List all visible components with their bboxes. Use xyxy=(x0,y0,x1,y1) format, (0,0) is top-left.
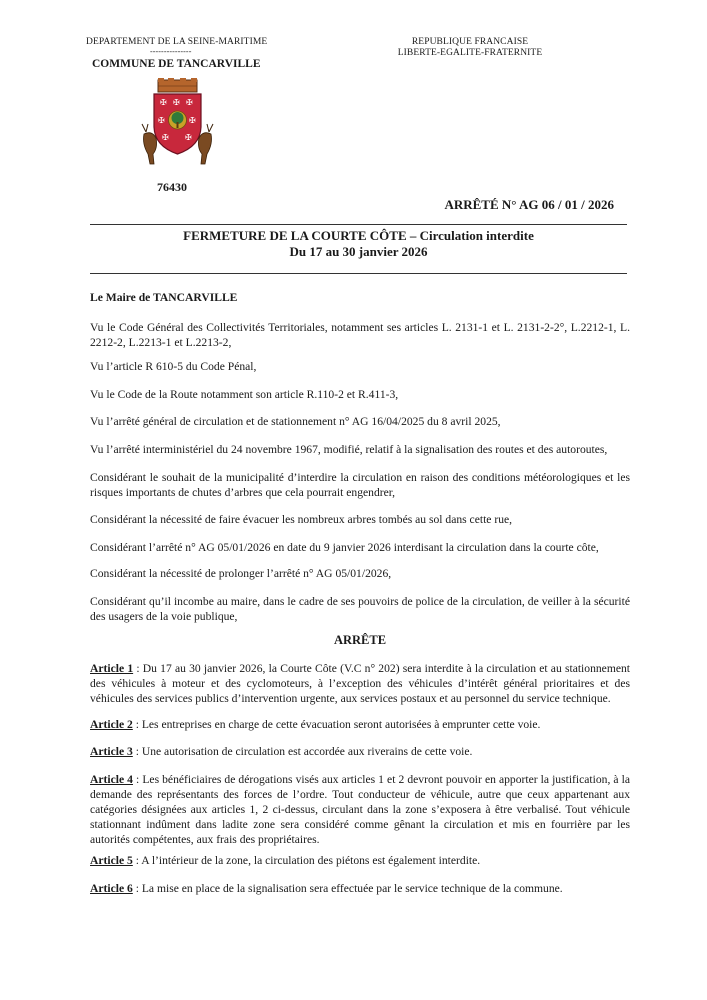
article-6-label: Article 6 xyxy=(90,882,133,895)
article-1-label: Article 1 xyxy=(90,662,134,675)
mural-crown-icon xyxy=(158,78,197,92)
maire-label: Le Maire de TANCARVILLE xyxy=(90,291,238,304)
title-line-1: FERMETURE DE LA COURTE CÔTE – Circulation interdite xyxy=(183,228,534,243)
coat-of-arms xyxy=(140,78,215,168)
motto-label: LIBERTE-EGALITE-FRATERNITE xyxy=(397,48,543,58)
considerant-arrete-precedent: Considérant l’arrêté n° AG 05/01/2026 en date du 9 janvier 2026 interdisant la circulation dans la courte côte, xyxy=(90,541,599,554)
article-5-label: Article 5 xyxy=(90,854,133,867)
considerant-souhait: Considérant le souhait de la municipalité d’interdire la circulation en raison des conditions météorologiques et les risques importants de chutes d’arbres que cela pourrait engendrer, xyxy=(90,471,630,499)
title-line-2: Du 17 au 30 janvier 2026 xyxy=(289,244,428,259)
header-dashes: --------------- xyxy=(150,47,192,56)
article-3-text: : Une autorisation de circulation est accordée aux riverains de cette voie. xyxy=(132,745,473,758)
postal-code: 76430 xyxy=(157,180,187,194)
article-4-label: Article 4 xyxy=(90,773,133,786)
svg-text:✠: ✠ xyxy=(160,98,167,107)
article-2-text: : Les entreprises en charge de cette évacuation seront autorisées à emprunter cette voie. xyxy=(132,718,541,731)
svg-text:✠: ✠ xyxy=(185,133,192,142)
department-label: DEPARTEMENT DE LA SEINE-MARITIME xyxy=(86,37,268,47)
arrete-number: ARRÊTÉ N° AG 06 / 01 / 2026 xyxy=(444,197,614,212)
vu-cgct: Vu le Code Général des Collectivités Territoriales, notamment ses articles L. 2131-1 et L. 2131-2-2°, L.2212-1, L. 2212-2, L.2213-1 et L.2213-2, xyxy=(90,321,630,349)
article-1-text: : Du 17 au 30 janvier 2026, la Courte Côte (V.C n° 202) sera interdite à la circulation et au stationnement des véhicules à moteur et des cyclomoteurs, à l’exception des véhicules d’intérêt général prioritaires et des véhicules des services publics d’intervention urgente, aux services postaux et au personnel du service technique. xyxy=(90,662,630,705)
title-rule-bottom xyxy=(90,273,627,274)
commune-label: COMMUNE DE TANCARVILLE xyxy=(92,58,261,70)
article-5-text: : A l’intérieur de la zone, la circulation des piétons est également interdite. xyxy=(132,854,481,867)
article-2 xyxy=(90,717,630,732)
article-3 xyxy=(90,744,630,759)
svg-text:✠: ✠ xyxy=(173,98,180,107)
vu-code-route: Vu le Code de la Route notamment son article R.110-2 et R.411-3, xyxy=(90,388,399,401)
vu-arrete-interministeriel: Vu l’arrêté interministériel du 24 novembre 1967, modifié, relatif à la signalisation des routes et des autoroutes, xyxy=(90,443,608,456)
svg-text:✠: ✠ xyxy=(158,116,165,125)
vu-arrete-general: Vu l’arrêté général de circulation et de stationnement n° AG 16/04/2025 du 8 avril 2025, xyxy=(90,415,501,428)
article-1 xyxy=(90,661,630,706)
article-3-label: Article 3 xyxy=(90,745,133,758)
svg-text:✠: ✠ xyxy=(162,133,169,142)
title-rule-top xyxy=(90,224,627,225)
svg-text:✠: ✠ xyxy=(189,116,196,125)
article-2-label: Article 2 xyxy=(90,718,133,731)
considerant-prolonger: Considérant la nécessité de prolonger l’arrêté n° AG 05/01/2026, xyxy=(90,567,392,580)
article-6 xyxy=(90,881,630,896)
article-5 xyxy=(90,853,630,868)
considerant-securite: Considérant qu’il incombe au maire, dans le cadre de ses pouvoirs de police de la circulation, de veiller à la sécurité des usagers de la voie publique, xyxy=(90,595,630,623)
article-4-text: : Les bénéficiaires de dérogations visés aux articles 1 et 2 devront pouvoir en apporter la justification, à la demande des représentants des forces de l’ordre. Tout conducteur de véhicule, autre que ceux appartenant aux catégories désignées aux articles 1, 2 ci-dessus, circulant dans la zone s’exposera à être verbalisé. Tout véhicule stationnant indûment dans ladite zone sera considéré comme gênant la circulation et mis en fourrière par les autorités compétentes, aux frais des propriétaires. xyxy=(90,773,631,846)
article-6-text: : La mise en place de la signalisation sera effectuée par le service technique de la commune. xyxy=(132,882,563,895)
vu-code-penal: Vu l’article R 610-5 du Code Pénal, xyxy=(90,360,257,373)
republic-label: REPUBLIQUE FRANCAISE xyxy=(411,37,529,47)
considerant-evacuation: Considérant la nécessité de faire évacuer les nombreux arbres tombés au sol dans cette rue, xyxy=(90,513,513,526)
svg-text:✠: ✠ xyxy=(186,98,193,107)
arrete-heading: ARRÊTE xyxy=(333,633,387,647)
article-4 xyxy=(90,772,630,847)
shield-icon xyxy=(154,94,201,154)
